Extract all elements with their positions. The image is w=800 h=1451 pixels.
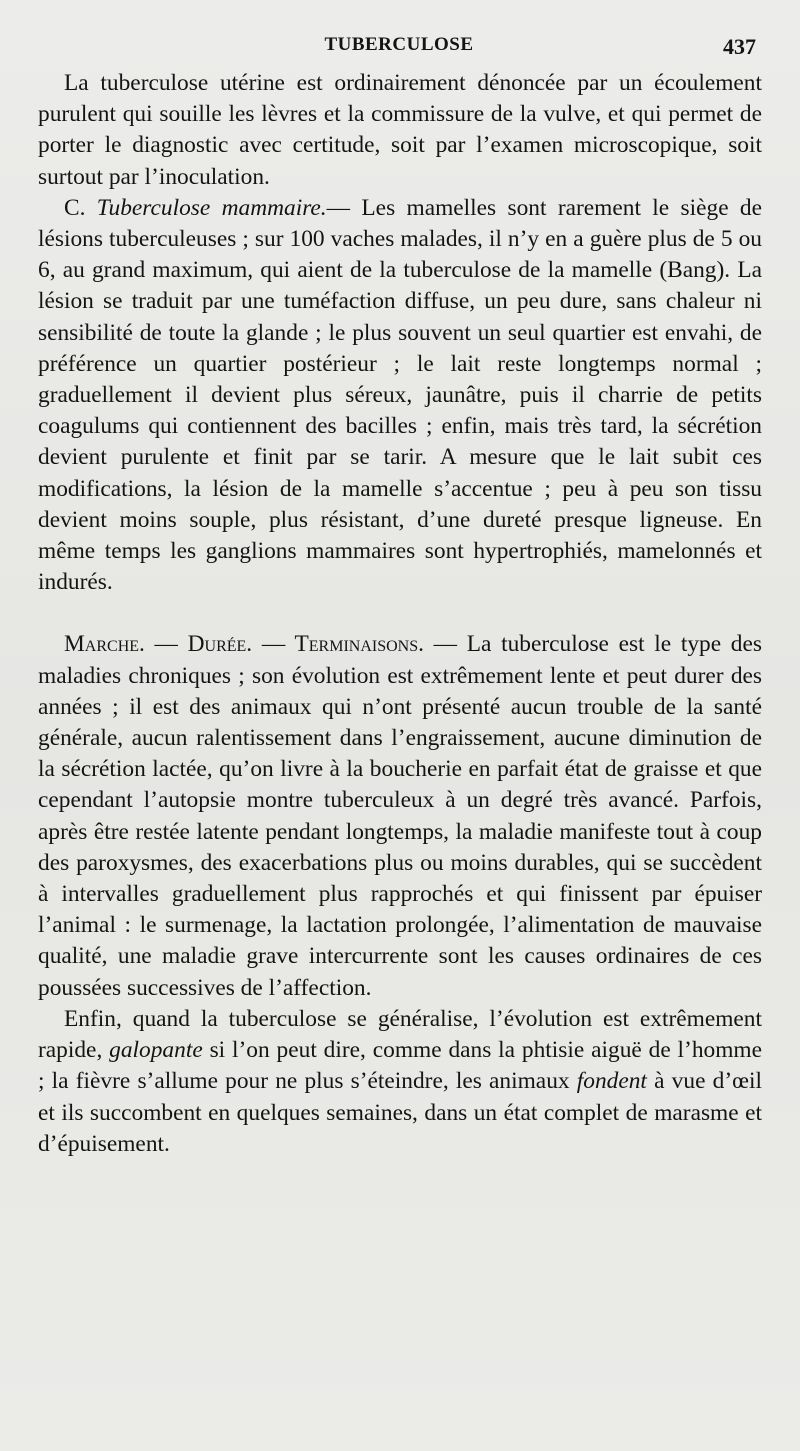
section-heading-course: Marche. — Durée. — Terminaisons. (64, 631, 424, 658)
text-run: Enfin, quand la tuberculose se généralise, l’évolution est extrêmement rapide, (38, 1005, 762, 1064)
paragraph-generalization (38, 1004, 762, 1160)
paragraph-course (38, 629, 762, 1003)
term-fondent: fondent (576, 1068, 647, 1095)
text-run: si l’on peut dire, comme dans la phtisie aiguë de l’homme ; la fièvre s’allume pour ne plus s’éteindre, les animaux (38, 1037, 763, 1095)
paragraph-mammary-text: — Les mamelles sont rarement le siège de lésions tuberculeuses ; sur 100 vaches malades, il n’y en a guère plus de 5 ou 6, au grand maximum, qui aient de la tuberculose de la mamelle (Bang). La lésion se traduit par une tuméfaction diffuse, un peu dure, sans chaleur ni sensibilité de toute la glande ; le plus souvent un seul quartier est envahi, de préférence un quartier postérieur ; le lait reste longtemps normal ; graduellement il devient plus séreux, jaunâtre, puis il charrie de petits coagulums qui contiennent des bacilles ; enfin, mais très tard, la sécrétion devient purulente et finit par se tarir. A mesure que le lait subit ces modifications, la lésion de la mamelle s’accentue ; peu à peu son tissu devient moins souple, plus résistant, d’une dureté presque ligneuse. En même temps les ganglions mammaires sont hypertrophiés, mamelonnés et indurés. (38, 194, 762, 596)
paragraph-course-text: — La tuberculose est le type des maladies chroniques ; son évolution est extrêmement lente et peut durer des années ; il est des animaux qui n’ont présenté aucun trouble de la santé générale, aucun ralentissement dans l’engraissement, aucune diminution de la sécrétion lactée, qu’on livre à la boucherie en parfait état de graisse et que cependant l’autopsie montre tuberculeux à un degré très avancé. Parfois, après être restée latente pendant longtemps, la maladie manifeste tout à coup des paroxysmes, des exacerbations plus ou moins durables, qui se succèdent à intervalles graduellement plus rapprochés et qui finissent par épuiser l’animal : le surmenage, la lactation prolongée, l’alimentation de mauvaise qualité, une maladie grave intercurrente sont les causes ordinaires de ces poussées successives de l’affection. (38, 631, 762, 1001)
term-galopante: galopante (109, 1037, 203, 1064)
text-run: à vue d’œil et ils succombent en quelques semaines, dans un état complet de marasme et d’épuisement. (38, 1068, 762, 1157)
page-header (40, 34, 758, 62)
page-number: 437 (723, 34, 756, 59)
paragraph-uterine: La tuberculose utérine est ordinairement dénoncée par un écoulement purulent qui souille les lèvres et la commissure de la vulve, et qui permet de porter le diagnostic avec certitude, soit par l’examen microscopique, soit surtout par l’inoculation. (38, 70, 762, 190)
paragraph-mammary (38, 193, 762, 599)
section-title-mammary: Tuberculose mammaire. (96, 194, 327, 221)
section-letter: C. (64, 194, 97, 221)
body-text (38, 68, 762, 1160)
running-title: TUBERCULOSE (324, 34, 474, 55)
